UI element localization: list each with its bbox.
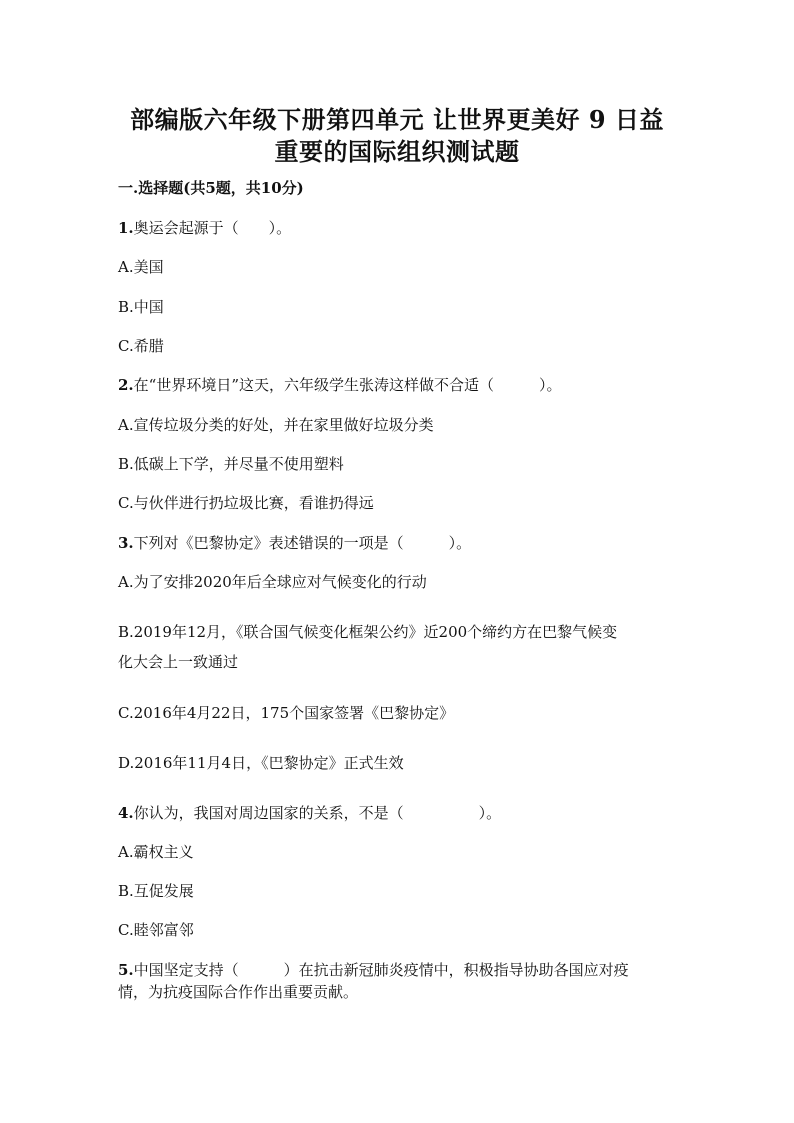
question-5-continued: 情，为抗疫国际合作作出重要贡献。 [118, 983, 359, 1001]
question-3-option-b: B.2019年12月，《联合国气候变化框架公约》近200个缔约方在巴黎气候变 [118, 623, 618, 641]
question-3-option-c: C.2016年4月22日，175个国家签署《巴黎协定》 [118, 704, 455, 722]
question-4-option-c: C.睦邻富邻 [118, 921, 194, 939]
question-2-option-c: C.与伙伴进行扔垃圾比赛，看谁扔得远 [118, 494, 374, 512]
question-4 [118, 803, 501, 823]
question-4-option-a: A.霸权主义 [118, 843, 194, 861]
question-stem: 奥运会起源于（ ）。 [133, 219, 292, 237]
question-stem: 中国坚定支持（ ）在抗击新冠肺炎疫情中，积极指导协助各国应对疫 [133, 961, 629, 979]
question-number: 5. [118, 961, 134, 979]
question-2-option-a: A.宣传垃圾分类的好处，并在家里做好垃圾分类 [118, 416, 434, 434]
question-5 [118, 960, 629, 980]
question-3-option-d: D.2016年11月4日，《巴黎协定》正式生效 [118, 754, 404, 772]
question-number: 1. [118, 219, 134, 237]
question-1-option-c: C.希腊 [118, 337, 164, 355]
question-number: 3. [118, 534, 134, 552]
section-heading: 一.选择题(共5题，共10分) [118, 179, 304, 197]
document-title-line-1: 部编版六年级下册第四单元 让世界更美好 9 日益 [130, 105, 664, 134]
question-2 [118, 375, 562, 395]
document-title-line-2: 重要的国际组织测试题 [274, 137, 520, 166]
question-2-option-b: B.低碳上下学，并尽量不使用塑料 [118, 455, 344, 473]
question-1 [118, 218, 291, 238]
question-3 [118, 533, 471, 553]
question-1-option-a: A.美国 [118, 258, 164, 276]
question-stem: 下列对《巴黎协定》表述错误的一项是（ ）。 [133, 534, 472, 552]
question-number: 2. [118, 376, 134, 394]
question-3-option-a: A.为了安排2020年后全球应对气候变化的行动 [118, 573, 427, 591]
question-stem: 在“世界环境日”这天，六年级学生张涛这样做不合适（ ）。 [133, 376, 562, 394]
question-number: 4. [118, 804, 134, 822]
question-4-option-b: B.互促发展 [118, 882, 194, 900]
question-stem: 你认为，我国对周边国家的关系，不是（ ）。 [133, 804, 502, 822]
question-1-option-b: B.中国 [118, 298, 164, 316]
question-3-option-b-continued: 化大会上一致通过 [118, 653, 239, 671]
